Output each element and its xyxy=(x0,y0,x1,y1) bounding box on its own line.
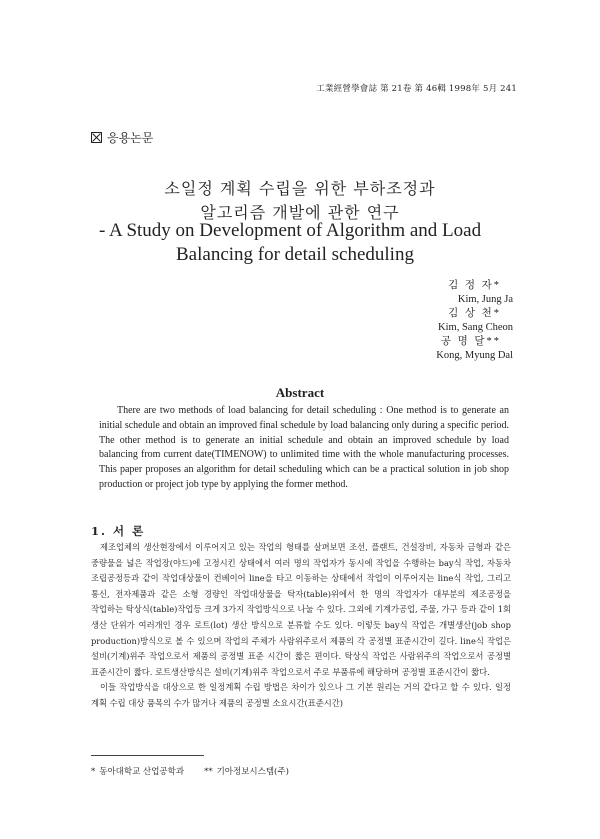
body-paragraph: 이들 작업방식을 대상으로 한 일정계획 수립 방법은 차이가 있으나 그 기본 원리는 거의 같다고 할 수 있다. 일정 계획 수립 대상 품목의 수가 많거나 제품의 공정별 소요시간(표준시간) xyxy=(91,682,511,708)
footnote-divider xyxy=(91,755,204,756)
body-paragraph: 제조업체의 생산현장에서 이루어지고 있는 작업의 형태를 살펴보면 조선, 플랜트, 건설장비, 자동차 금형과 같은 중량물을 넓은 작업장(야드)에 고정시킨 상태에서 여러 명의 작업자가 동시에 작업을 수행하는 bay식 작업, 자동차 조립공정등과 같이 작업대상물이 컨베이어 line을 타고 이동하는 상태에서 작업이 이루어지는 line식 작업, 그리고 통신, 전자제품과 같은 소형 경량인 작업대상물을 탁자(table)위에서 한 명의 작업자가 대부분의 제조공정을 작업하는 탁상식(table)작업등 크게 3가지 작업방식으로 나눌 수 있다. 그외에 기계가공업, 주물, 가구 등과 같이 1회 생산 단위가 여러개인 경우 로트(lot) 생산 방식으로 분류할 수도 있다. 이렇듯 bay식 작업은 개별생산(job shop production)방식으로 볼 수 있으며 작업의 주체가 사람위주로서 제품의 각 공정별 표준시간이 길다. line식 작업은 설비(기계)위주 작업으로서 제품의 공정별 표준 시간이 짧은 편이다. 탁상식 작업은 사람위주의 작업으로서 공정별 표준시간이 짧다. 로트생산방식은 설비(기계)위주 작업으로서 주로 부품류에 해당하며 공정별 표준시간이 짧다. xyxy=(91,542,511,677)
author-korean-name: 김 상 천* xyxy=(448,307,501,319)
footnotes xyxy=(91,765,289,777)
footnote-mark: * xyxy=(91,767,96,777)
section-tag-label: 응용논문 xyxy=(107,131,154,145)
author-korean-name: 김 정 자* xyxy=(448,280,501,291)
english-title-line-1: - A Study on Development of Algorithm and Load xyxy=(99,220,482,241)
author-block xyxy=(436,279,513,362)
footnote-mark: ** xyxy=(204,767,213,777)
author-english-name: Kong, Myung Dal xyxy=(436,349,513,361)
english-title-line-2: Balancing for detail scheduling xyxy=(176,244,414,265)
abstract-body xyxy=(99,404,509,493)
section-body xyxy=(91,540,511,712)
footnote-text: 기아정보시스템(주) xyxy=(216,767,289,777)
footnote xyxy=(204,765,289,777)
author-korean-name: 공 명 달** xyxy=(440,335,501,347)
abstract-text: There are two methods of load balancing for detail scheduling : One method is to generate an initial schedule and obtain an improved final schedule by load balancing only during a specific period. The other method is to generate an initial schedule and obtain an improved schedule by load balancing from current date(TIMENOW) to unlimited time with the whole manufacturing processes. This paper proposes an algorithm for detail scheduling which can be a practical solution in job shop production or project job type by applying the former method. xyxy=(99,405,509,490)
korean-title-line-2: 알고리즘 개발에 관한 연구 xyxy=(200,203,400,222)
footnote-text: 동아대학교 산업공학과 xyxy=(99,767,185,777)
author-english-name: Kim, Jung Ja xyxy=(457,293,513,305)
author-english-name: Kim, Sang Cheon xyxy=(438,321,513,333)
korean-title-line-1: 소일정 계획 수립을 위한 부하조정과 xyxy=(164,179,436,198)
journal-header: 工業經營學會誌 第 21卷 第 46輯 1998年 5月 241 xyxy=(316,84,517,94)
section-tag xyxy=(91,129,153,146)
footnote xyxy=(91,765,184,777)
boxed-x-icon xyxy=(91,132,102,143)
abstract-heading: Abstract xyxy=(275,385,325,400)
section-heading: 1. 서 론 xyxy=(91,524,146,538)
